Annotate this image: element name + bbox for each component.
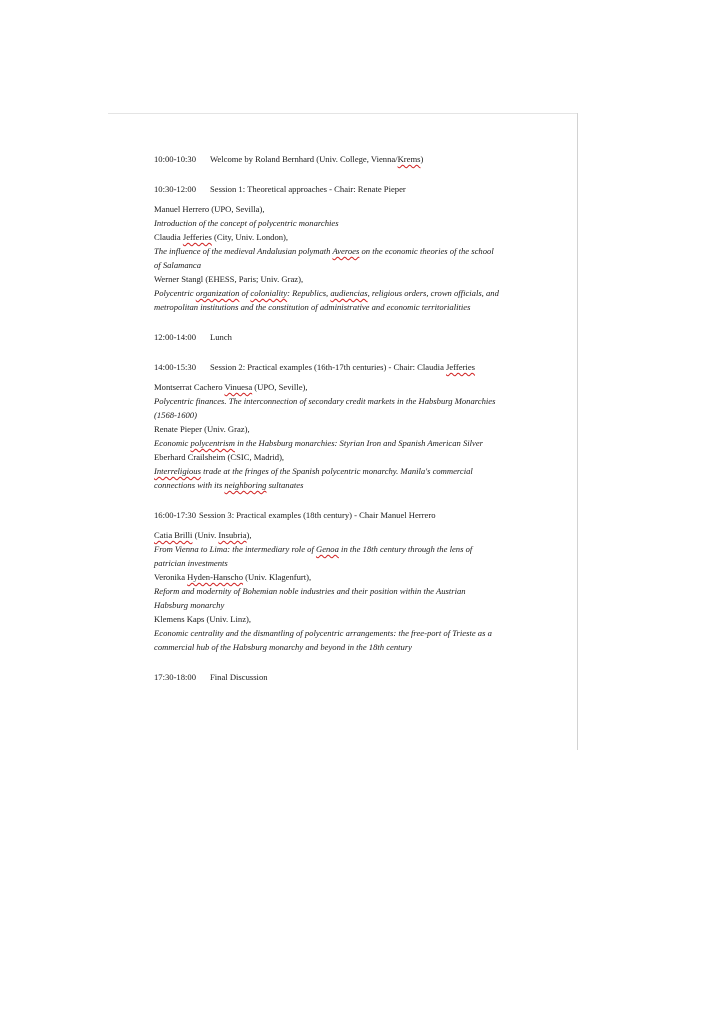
schedule-session-1: [154, 182, 554, 196]
time-slot: 14:00-15:30: [154, 362, 197, 372]
talk-title: From Vienna to Lima: the intermediary role of Genoa in the 18th century through the lens of: [154, 544, 473, 554]
session-title: Session 3: Practical examples (18th century) - Chair Manuel Herrero: [199, 510, 436, 520]
talk-title: Polycentric organization of coloniality: Republics, audiencias, religious orders, crown officials, and: [154, 288, 499, 298]
session-title: Session 1: Theoretical approaches - Chair: Renate Pieper: [210, 184, 406, 194]
time-slot: 16:00-17:30: [154, 510, 197, 520]
speaker-name: Claudia Jefferies (City, Univ. London),: [154, 232, 289, 242]
schedule-final-discussion: 17:30-18:00 Final Discussion: [154, 672, 268, 682]
talk-title-continued: patrician investments: [154, 558, 228, 568]
talk-title-continued: connections with its neighboring sultanates: [154, 480, 304, 490]
speaker-name: Klemens Kaps (Univ. Linz),: [154, 614, 252, 624]
session-title: Session 2: Practical examples (16th-17th centuries) - Chair: Claudia: [210, 362, 447, 372]
speaker-name: Catia Brilli (Univ. Insubria),: [154, 530, 252, 540]
talk-title-continued: commercial hub of the Habsburg monarchy and beyond in the 18th century: [154, 642, 413, 652]
talk-title-continued: Habsburg monarchy: [154, 600, 225, 610]
speaker-name: Werner Stangl (EHESS, Paris; Univ. Graz),: [154, 274, 304, 284]
time-slot: 17:30-18:00: [154, 672, 197, 682]
talk-title: Introduction of the concept of polycentric monarchies: [154, 218, 339, 228]
talk-title: Polycentric finances. The interconnection of secondary credit markets in the Habsburg Monarchies: [154, 396, 496, 406]
speaker-name: Manuel Herrero (UPO, Sevilla),: [154, 204, 265, 214]
talk-title: Economic centrality and the dismantling of polycentric arrangements: the free-port of Trieste as a: [154, 628, 492, 638]
document-body: [154, 152, 554, 684]
speaker-name: Montserrat Cachero Vinuesa (UPO, Seville),: [154, 382, 308, 392]
time-slot: 10:00-10:30: [154, 154, 197, 164]
talk-title: Reform and modernity of Bohemian noble industries and their position within the Austrian: [154, 586, 466, 596]
schedule-lunch: 12:00-14:00 Lunch: [154, 332, 232, 342]
schedule-welcome: 10:00-10:30 Welcome by Roland Bernhard (Univ. College, Vienna/Krems): [154, 154, 424, 164]
speaker-name: Eberhard Crailsheim (CSIC, Madrid),: [154, 452, 285, 462]
talk-title-continued: metropolitan institutions and the constitution of administrative and economic territorialities: [154, 302, 471, 312]
talk-title: Interreligious trade at the fringes of the Spanish polycentric monarchy. Manila's commercial: [154, 466, 473, 476]
speaker-name: Renate Pieper (Univ. Graz),: [154, 424, 250, 434]
page-right-edge: [577, 113, 578, 750]
schedule-session-3: [154, 508, 554, 522]
talk-title-continued: (1568-1600): [154, 410, 197, 420]
talk-title: The influence of the medieval Andalusian polymath Averoes on the economic theories of the school: [154, 246, 494, 256]
talk-title: Economic polycentrism in the Habsburg monarchies: Styrian Iron and Spanish American Silver: [154, 438, 484, 448]
time-slot: 10:30-12:00: [154, 184, 197, 194]
speaker-name: Veronika Hyden-Hanscho (Univ. Klagenfurt),: [154, 572, 312, 582]
page-top-edge: [108, 113, 578, 114]
time-slot: 12:00-14:00: [154, 332, 197, 342]
schedule-session-2: 14:00-15:30 Session 2: Practical examples (16th-17th centuries) - Chair: Claudia Jefferies: [154, 362, 475, 372]
talk-title-continued: of Salamanca: [154, 260, 202, 270]
